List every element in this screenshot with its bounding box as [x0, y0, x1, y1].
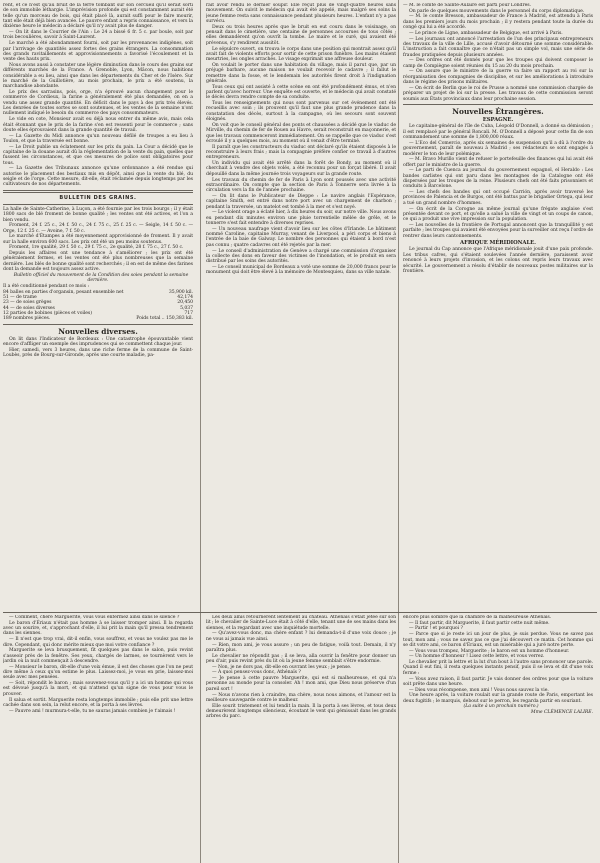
paragraph: — La Gazette du Midi annonce qu'un nouveau défilé de troupes a eu lieu à Toulon, et que la traversée est bonne.: [3, 133, 193, 144]
row-value: 35,900 kil.: [168, 289, 193, 295]
paragraph: — M. le comte de Sainte-Aulaire est parti pour Londres.: [403, 3, 531, 8]
paragraph: — Un homme d'honneur ! Lisez cette lettre, et vous verrez.: [409, 654, 545, 660]
paragraph: — Le prince de Ligne, ambassadeur de Belgique, est arrivé à Paris.: [409, 30, 563, 36]
row-label: 84 balles en parties d'organsin, pesant ensemble net: [3, 289, 124, 295]
section-rule: [3, 190, 193, 193]
paragraph: Le sépulcre ouvert, on trouva le corps dans une position qui montrait assez qu'il avait fait de violents efforts pour sortir de cette prison funèbre. Les mains étaient meurtries, les ongles arrachés. Le visage exprimait une affreuse douleur.: [206, 46, 396, 63]
news-title: Nouvelles diverses.: [58, 326, 138, 336]
section-rule: [3, 204, 193, 205]
row-value: 717: [184, 311, 193, 317]
row-value: 5,037: [180, 305, 193, 311]
row-label: 23 — de soies grèges: [3, 300, 52, 306]
paragraph: Hier, samedi, vers 3 heures, dans une riche ferme de la commune de Saint-Loubès, près de Bourg-sur-Gironde, après une courte maladie, pa-: [3, 347, 193, 359]
total-value: Poids total .. 150,383 kil.: [136, 316, 193, 322]
paragraph: — Le conseil municipal de Bordeaux a voté une somme de 20,000 francs pour le monument qui doit être élevé à la mémoire de Montesquieu, dans sa ville natale.: [206, 264, 396, 276]
paragraph: — Le conseil d'administration de Genève a chargé une commission d'organiser la collecte des dons en faveur des victimes de l'inondation, et le produit en sera distribué par les soins des autorités.: [206, 248, 396, 265]
paragraph: — Partir ! et pourquoi ?: [409, 626, 463, 632]
paragraph: — Un nouveau naufrage vient d'avoir lieu sur les côtes d'Irlande. Le bâtiment nommé Caroline, capitaine Murray, venant de Liverpool, a péri corps et biens à l'entrée de la baie de Galway. Le nombre des personnes qui étaient à bord n'est pas connu ; quatre cadavres ont été rejetés par la mer.: [206, 226, 396, 248]
paragraph: — On lit dans le Publicateur de Dieppe : Le navire anglais l'Espérance, capitaine Smith, est entré dans notre port avec un chargement de charbon ; pendant la traversée, un matelot est tombé à la mer et s'est noyé.: [206, 193, 396, 210]
foreign-news-title: Nouvelles Étrangères.: [452, 106, 544, 116]
paragraph: La halle de Sainte-Catherine, à Luçon, a été fournie par les trois bourgs ; il y était 1800 sacs de blé froment de bonne qualité ; les ventes ont été actives, et l'on a bien vendu.: [3, 206, 193, 223]
paragraph: — Qu'avez-vous donc, ma chère enfant ? lui demanda-t-il d'une voix douce ; je ne vous ai jamais vue ainsi.: [206, 631, 396, 642]
paragraph: — Le parti de Cuenca au journal du gouvernement espagnol, el Heraldo : Les bandes carlistes qui ont paru dans les montagnes de la Catalogne ont été dispersées par les troupes de la reine. Plusieurs chefs ont été faits prisonniers et conduits à Barcelone.: [403, 168, 593, 190]
paragraph: — À quoi pensez-vous donc, Athénaïs ?: [212, 670, 301, 676]
column-1-paragraphs: [3, 3, 193, 188]
paragraph: Froment, 24 f. 25 c., 24 f. 50 c., 24 f. 75 c., 25 f. 25 c. — Seigle, 14 f. 50 c. — Orge, 12 f. 25 c. — Avoine, 7 f. 50 c.: [3, 223, 193, 234]
paragraph: — M. Bravo Murillo vient de refuser le portefeuille des finances qui lui avait été offert par le ministre de la guerre.: [403, 157, 593, 168]
bulletin-title: BULLETIN DES GRAINS.: [59, 194, 137, 201]
section-rule: [403, 104, 593, 105]
paragraph: Il paraît que les constructeurs du viaduc ont déclaré qu'ils étaient disposés à le reconstruire à leurs frais ; mais la compagnie préfère confier ce travail à d'autres entrepreneurs.: [206, 144, 396, 161]
paragraph: — Le violent orage a éclaté hier, à dix heures du soir, sur notre ville. Nous avons eu pendant dix minutes environ une pluie torrentielle mêlée de grêle, et le tonnerre s'est fait entendre à diverses reprises.: [206, 210, 396, 227]
paragraph: — Soit, répondit le baron ; mais souvenez-vous qu'il y a ici un homme qui vous est dévoué jusqu'à la mort, et qui n'attend qu'un signe de vous pour vous le prouver.: [3, 681, 193, 697]
paragraph: Le vide en cote, Monsieur avait eu déjà nous entrer du même avis, mais cela était étonnant que le prix de la farine s'en est ressenti pour le commerce ; sans doute elles éprouvaient dans la grande quantité de travail.: [3, 117, 193, 133]
paragraph: — Rien, mon ami, je vous assure ; un peu de fatigue, voilà tout. Demain, il n'y paraîtra plus.: [206, 642, 396, 653]
movement-intro: Il a été conditionné pendant ce mois :: [3, 283, 89, 289]
paragraph: Nous avons aussi à constater une légère diminution dans le cours des grains sur différents marchés de la France. À Grenoble, Lyon, Mâcon, nous habitions considérable a eu lieu, ainsi que dans les départements du Cher et de l'Isère. Sur le marché de la Guillotière, au mois prochain, le prix a été soutenu, la marchandise abondante.: [3, 62, 193, 90]
paragraph: Le prix des sarrasins, pois, orge, n'a éprouvé aucun changement pour le commerce de Cordieux, la farine a généralement été plus demandée, on en a vendu une assez grande quantité. En déficit dans le pays à des prix très élevés. Les denrées de toutes sortes se sont soutenues, et les ventes de la semaine n'ont nullement indiqué le besoin du commerce des pays consommateurs.: [3, 90, 193, 117]
paragraph: — Non, je ne dors pas, dit-elle en ouvrant les yeux ; je pense.: [212, 664, 352, 670]
paragraph: Tous ceux qui ont assisté à cette scène en ont été profondément émus, et n'en parlent qu'avec horreur. Une enquête est ouverte, et le médecin qui avait constaté le décès devra rendre compte de sa conduite.: [206, 84, 396, 101]
paragraph: — Parce que si je reste ici un jour de plus, je suis perdue. Vous ne savez pas tout, mon ami ; vous ne savez pas ce que j'ai découvert ce matin. Cet homme qui se dit votre ami, ce baron d'Ériaux, est un misérable qui a juré notre perte.: [403, 632, 593, 648]
paragraph: Le journal du Cap annonce que l'Afrique méridionale jouit d'une paix profonde. Les tribus cafres, qui s'étaient soulevées l'année dernière, paraissent avoir renoncé à leurs projets d'invasion, et les colons ont repris leurs travaux avec sécurité. Le gouvernement a résolu d'établir de nouveaux postes militaires sur la frontière.: [403, 247, 593, 274]
paragraph: Les deux amis retournèrent lentement au château. Athénaïs s'était jetée sur son lit ; le chevalier de Sainte-Luce était à côté d'elle, tenant une de ses mains dans les siennes, et la regardant avec une inquiétude mortelle.: [206, 615, 396, 631]
paragraph: — Il n'est que trop vrai, dit-il enfin, vous souffrez, et vous ne voulez pas me le dire. Cependant, qui donc mérite mieux que moi votre confiance ?: [3, 637, 193, 648]
paragraph: Marguerite se leva brusquement, fit quelques pas dans le salon, puis revint s'asseoir près de la fenêtre. Ses yeux, chargés de larmes, se tournèrent vers le jardin où la nuit commençait à descendre.: [3, 648, 193, 664]
paragraph: Le baron d'Ériaux n'était pas homme à se laisser tromper ainsi. Il la regarda avec un sourire, et, s'approchant d'elle, il lui prit la main qu'il pressa tendrement dans les siennes.: [3, 620, 193, 637]
africa-subtitle: AFRIQUE MÉRIDIONALE.: [460, 239, 536, 246]
table-total-row: [3, 316, 193, 321]
column-divider-right: [398, 0, 399, 863]
row-value: 20,450: [177, 300, 193, 306]
paragraph: — Les nouvelles de la frontière de Portugal annoncent que la tranquillité y est parfaite ; les troupes qui avaient été envoyées pour la surveiller ont reçu l'ordre de rentrer dans leurs cantonnements.: [403, 222, 593, 239]
author-signature: Mme CLÉMENCE LALIRE.: [530, 710, 593, 716]
paragraph: — Vous vous trompez, Marguerite ; le baron est un homme d'honneur.: [409, 648, 570, 654]
paragraph: Tous les renseignements qui nous sont parvenus sur cet événement ont été recueillis avec soin ; ils prouvent qu'il faut une plus grande prudence dans la constatation des décès, surtout à la campagne, où les secours sont souvent éloignés.: [206, 101, 396, 123]
paragraph: — Le Droit publie un éclatement sur les prix du pain. La Cour a décidé que le capitaine de la douane aurait dû la réglementation de la vente du pain, quelles que fussent les circonstances, et que ces mesures de police sont obligatoires pour tous.: [3, 144, 193, 166]
paragraph: encore plus sombre que la chambre de la malheureuse Athénaïs.: [403, 615, 552, 620]
paragraph: On parle de quelques mouvements dans le personnel du corps diplomatique.: [409, 8, 585, 14]
paragraph: Le marché d'Étampes a été moyennement approvisionné de froment. Il y avait sur la halle environ 600 sacs. Les prix ont été un peu moins soutenus.: [3, 234, 193, 245]
paragraph: — Je pense à cette pauvre Marguerite, qui est si malheureuse, et qui n'a personne au monde pour la consoler. Ah ! mon ami, que Dieu nous préserve d'un pareil sort !: [206, 676, 396, 692]
paragraph: — On écrit de la Corogne au même journal qu'une frégate anglaise s'est présentée devant ce port, et qu'elle a salué la ville de vingt et un coups de canon, ce qui a produit une vive impression sur la population.: [403, 206, 593, 223]
paragraph: On voulait le porter dans une habitation du village, mais il parut que, par un préjugé barbare, aucune maison ne voulait recevoir le cadavre ; il fallut le remettre dans la fosse, et le lendemain les autorités firent droit à l'indignation générale.: [206, 62, 396, 84]
foreign-news-subtitle: ESPAGNE.: [482, 116, 514, 123]
paragraph: — Il faut partir, dit Marguerite, il faut partir cette nuit même.: [409, 620, 550, 626]
feuilleton-rule: [3, 612, 597, 613]
paragraph: — Des ordres ont été donnés pour que les troupes qui doivent composer le camp de Compiègne soient réunies du 15 au 20 du mois prochain.: [403, 58, 593, 69]
paragraph: — On lit dans le Courrier de l'Ain : Le 24 a bissé 6 fr. 5 c. par boule, soit par trois becoulières, savoir à Saint-Laurent.: [3, 30, 193, 41]
feuilleton-column-1: [3, 615, 193, 860]
paragraph: Le chevalier ne répondit pas ; il se leva, alla ouvrir la fenêtre pour donner un peu d'air, puis revint près du lit où la jeune femme semblait s'être endormie.: [206, 653, 396, 664]
movement-title: Bulletin officiel du mouvement de la Condition des soies pendant la semaine dernière.: [13, 272, 189, 284]
paragraph: — L'Eco del Comercio, après six semaines de suspension qu'il a dû à l'ordre du gouvernement, paraît de nouveau à Madrid ; ses rédacteurs se sont engagés à modérer le ton de leur polémique.: [403, 140, 593, 157]
movement-table: [3, 290, 193, 322]
paragraph: — M. le comte Bresson, ambassadeur de France à Madrid, est attendu à Paris dans les premiers jours du mois prochain ; il y restera pendant toute la durée du congé qui lui a été accordé.: [403, 14, 593, 31]
paragraph: — Vous avez raison, il faut partir. Je vais donner des ordres pour que la voiture soit prête dans une heure.: [403, 676, 593, 687]
paragraph: rait avoir rendu le dernier soupir. Elle reçut plus de vingt-quatre heures sans mouvement. On suivit le médecin qui avait été appelé, mais malgré ses soins la jeune femme resta sans connaissance pendant plusieurs heures. L'enfant n'y a pas survécu.: [206, 3, 396, 25]
row-label: 44 — de soies diverses: [3, 305, 55, 311]
paragraph: Elle sourit tristement et lui tendit la main. Il la porta à ses lèvres, et tous deux demeurèrent longtemps silencieux, écoutant le vent qui gémissait dans les grands arbres du parc.: [206, 703, 396, 720]
row-label: 12 parties de bobines (pièces et voiles): [3, 311, 92, 317]
paragraph: Depuis les affaires ont une tendance à s'améliorer ; les prix ont été généralement fermes, et les ventes ont été plus nombreuses que la semaine dernière. Les blés de bonne qualité sont recherchés ; il en est de même des farines dont la demande est toujours assez active.: [3, 251, 193, 273]
paragraph: Le chevalier prit la lettre et la lut d'un bout à l'autre sans prononcer une parole. Quand il eut fini, il resta quelques instants pensif, puis il se leva et dit d'une voix ferme :: [403, 660, 593, 676]
feuilleton-column-3: [403, 615, 593, 860]
suite-note: (La suite à un prochain numéro.): [463, 704, 539, 710]
paragraph: On lit dans l'Indicateur de Bordeaux : Une catastrophe épouvantable vient encore d'affliger un exemple des imprudences qui se commettent chaque jour.: [3, 336, 193, 348]
column-divider-left: [200, 0, 201, 863]
row-value: 42,174: [177, 295, 193, 301]
paragraph: — Monsieur le baron, dit-elle d'une voix émue, il est des choses que l'on ne peut dire même à ceux qu'on estime le plus. Laissez-moi, je vous en prie, laissez-moi seule avec mes pensées.: [3, 664, 193, 681]
section-rule: [3, 324, 193, 325]
paragraph: Le marché a été abondamment fourni, soit par les provenances indigènes, soit par l'arrivage de quantités assez fortes des grains étrangers. La consommation des grands ravitaillements et approvisionnements a favorisé l'écoulement et la vente des hauts prix.: [3, 41, 193, 63]
feuilleton-column-2: [206, 615, 396, 860]
row-label: 51 — de trame: [3, 295, 37, 301]
paragraph: Il salua et sortit. Marguerite resta longtemps immobile ; puis elle prit une lettre cachée dans son sein, la relut encore, et la porta à ses lèvres.: [3, 697, 193, 708]
paragraph: Une heure après, la voiture roulait sur la grande route de Paris, emportant les deux fugitifs ; le marquis, debout sur le perron, les regarda partir en souriant.: [403, 693, 593, 704]
paragraph: Le capitaine-général de l'île de Cuba, Léopold O'Donnell, a donné sa démission ; il est remplacé par le général Roncali. M. O'Donnell a déposé pour cette fin de son commandement une somme de 1,800,000 réaux.: [403, 124, 593, 141]
paragraph: rent, et ce n'est qu'au bruit de la terre tombant sur son cercueil qu'il serait sorti de son immobile léthargie. L'imprévision profonde qui est constamment aurait été telle qu'un morceau de bois, qui était placé là, aurait suffi pour le faire mourir, tant elle était déjà bien avancée. Le pauvre enfant a repris connaissance, et vers la dixième heure le médecin a déclaré qu'il n'y avait plus de danger.: [3, 3, 193, 30]
paragraph: — Comment, chère Marguerite, vous vous enfermez ainsi dans le silence ?: [9, 615, 180, 620]
paragraph: — Les journaux ont annoncé l'arrestation de l'un des principaux entrepreneurs des travaux de la ville de Lille, accusé d'avoir détourné une somme considérable. L'instruction a fait connaître que ce n'était pas un simple vol, mais une série de fraudes pratiquées depuis plusieurs années.: [403, 36, 593, 58]
paragraph: Deux ou trois heures après que le bruit en eut couru dans le voisinage, on pensait dans le cimetière, une centaine de personnes accourues de tous côtés ; elles demandèrent qu'on ouvrît la tombe. Le maire et le curé, qui avaient été prévenus, s'y rendirent aussitôt.: [206, 24, 396, 46]
paragraph: Froment, 1re qualité, 29 f. 50 c., 29 f. 75 c., 2e qualité, 28 f. 75 c., 27 f. 50 c.: [9, 245, 184, 251]
paragraph: Un individu qui avait été arrêté dans la forêt de Bondy, au moment où il cherchait à vendre des objets volés, a été reconnu pour un forçat libéré. Il avait dépouillé dans la même journée trois voyageurs sur la grande route.: [206, 161, 396, 177]
paragraph: — Dieu vous récompense, mon ami ! Vous nous sauvez la vie.: [409, 687, 549, 693]
paragraph: On voit que le conseil général des ponts et chaussées a décidé que le viaduc de Mirville, du chemin de fer de Rouen au Havre, serait reconstruit en maçonnerie, et que les travaux commenceront immédiatement. On se rappelle que ce viaduc s'est écroulé il y a quelques mois, au moment où il venait d'être terminé.: [206, 122, 396, 144]
paragraph: — La Gazette des Tribunaux annonce qu'une ordonnance a été rendue qui autorise le placement des bestiaux mis en dépôt, ainsi que la vente du blé, du seigle et de l'orge. Cette mesure, dit-elle, était réclamée depuis longtemps par les cultivateurs de nos départements.: [3, 166, 193, 188]
paragraph: Les travaux du chemin de fer de Paris à Lyon sont poussés avec une activité extraordinaire. On compte que la section de Paris à Tonnerre sera livrée à la circulation vers la fin de l'année prochaine.: [206, 177, 396, 194]
total-label: 189 nombres pièces.: [3, 316, 51, 322]
paragraph: — Les chefs des bandes qui ont occupé Carrión, après avoir traversé les provinces de Palencia et de Burgos, ont été battus par le brigadier Ortega, qui leur a tué un grand nombre d'hommes.: [403, 190, 593, 206]
paragraph: — On assure que le ministre de la guerre va faire un rapport au roi sur la réorganisation des compagnies de discipline, et sur les améliorations à introduire dans le régime des prisons militaires.: [403, 69, 593, 86]
paragraph: — On écrit de Berlin que le roi de Prusse a nommé une commission chargée de préparer un projet de loi sur la presse. Les travaux de cette commission seront soumis aux États provinciaux dans leur prochaine session.: [403, 85, 593, 102]
paragraph: — Pauvre ami ! murmura-t-elle, tu ne sauras jamais combien je t'aimais !: [9, 708, 176, 714]
paragraph: — Nous n'avons rien à craindre, ma chère, nous nous aimons, et l'amour est la meilleure sauvegarde contre le malheur.: [206, 692, 396, 703]
